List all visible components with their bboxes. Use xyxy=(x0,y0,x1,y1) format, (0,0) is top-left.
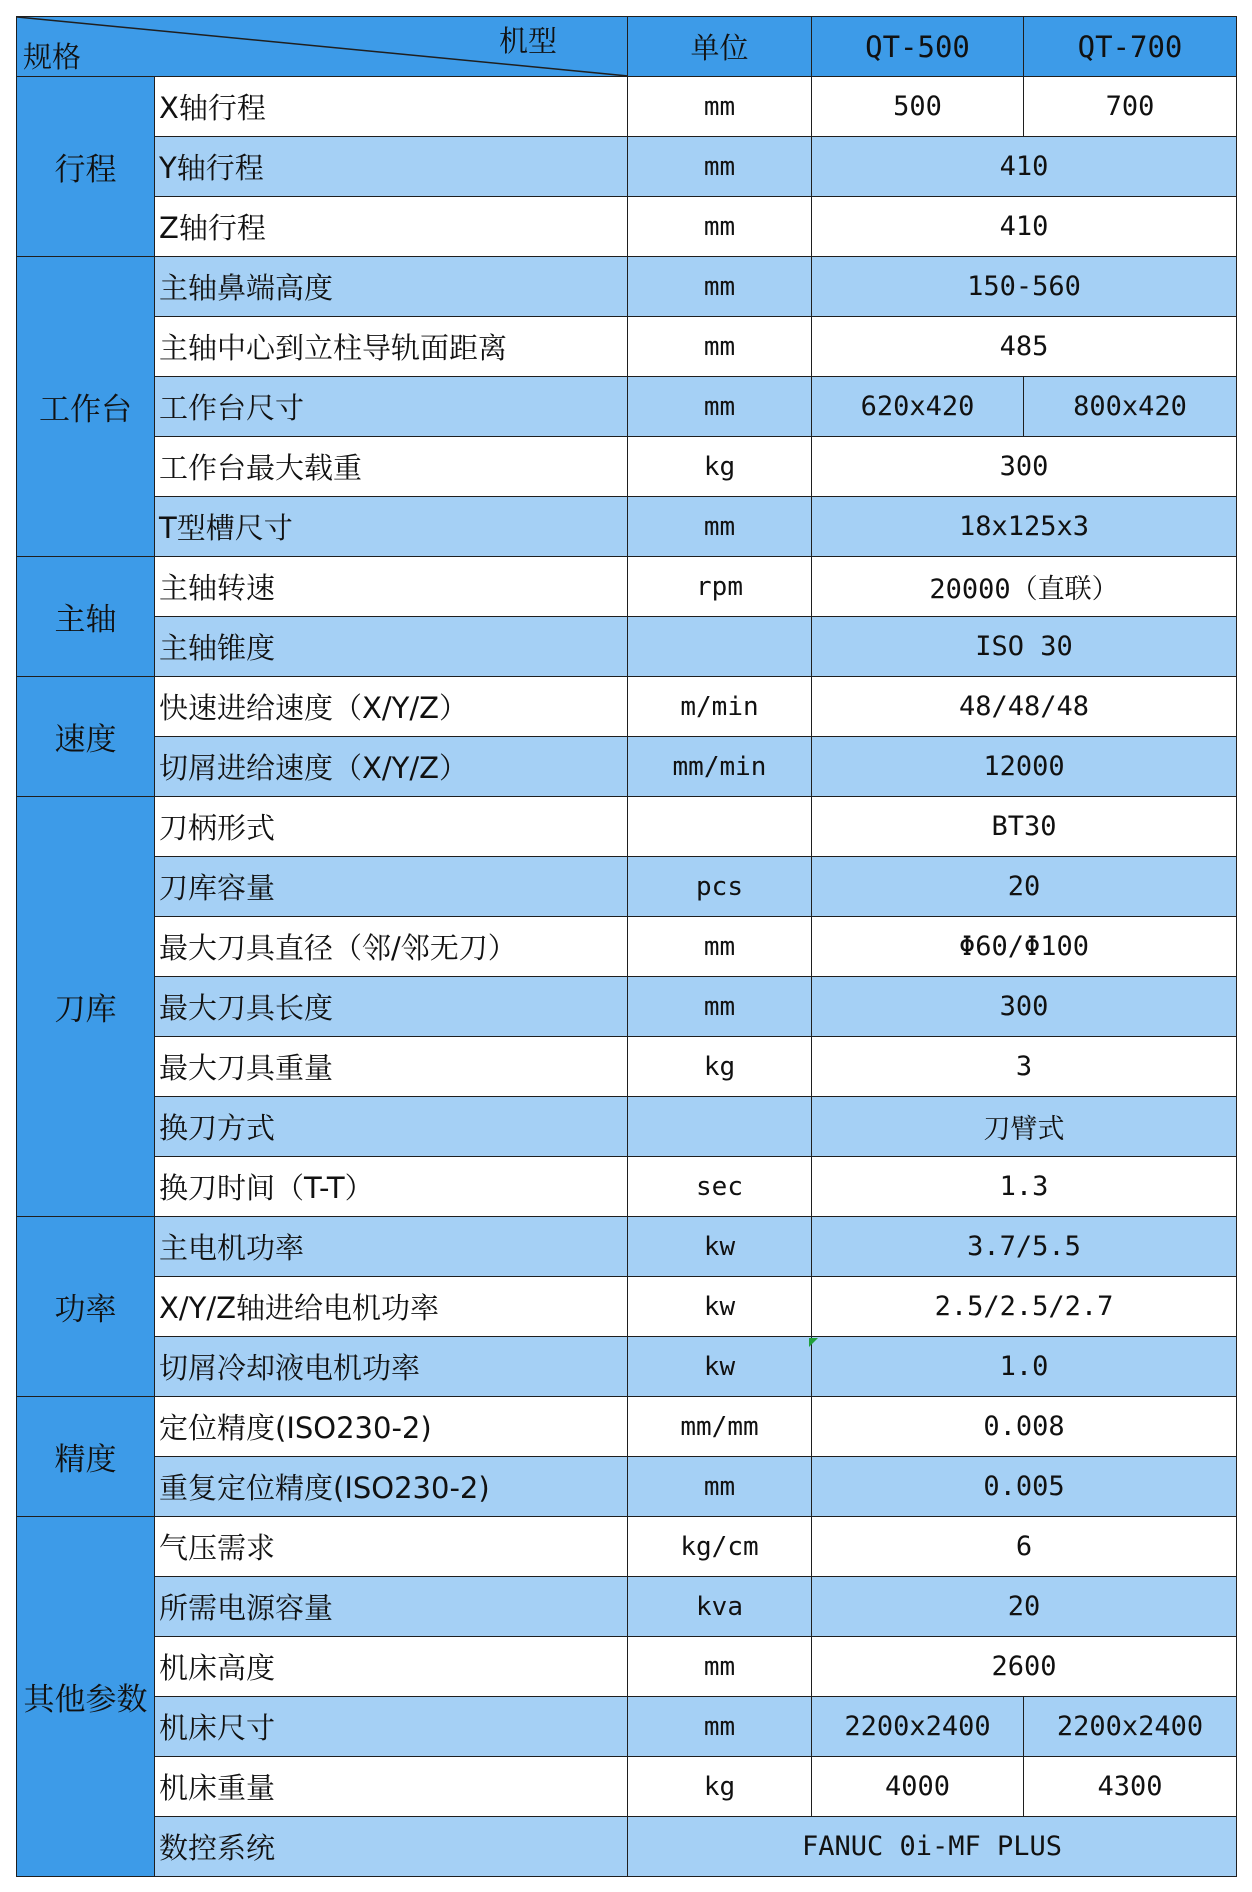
row-label: 重复定位精度(ISO230-2) xyxy=(155,1457,628,1517)
row-unit: mm xyxy=(628,977,812,1037)
row-unit: kg xyxy=(628,1037,812,1097)
row-value: 485 xyxy=(812,317,1237,377)
row-label: Y轴行程 xyxy=(155,137,628,197)
row-label: 切屑进给速度（X/Y/Z） xyxy=(155,737,628,797)
table-row xyxy=(17,1457,1237,1517)
row-value: 6 xyxy=(812,1517,1237,1577)
table-row xyxy=(17,1157,1237,1217)
table-row xyxy=(17,1517,1237,1577)
table-row xyxy=(17,1637,1237,1697)
value-model-a: 620x420 xyxy=(812,377,1024,437)
category-table: 工作台 xyxy=(17,257,155,557)
model-a-header: QT-500 xyxy=(812,17,1024,77)
row-label: 机床尺寸 xyxy=(155,1697,628,1757)
row-label: 切屑冷却液电机功率 xyxy=(155,1337,628,1397)
row-label: 工作台最大载重 xyxy=(155,437,628,497)
spec-table xyxy=(16,16,1237,1877)
category-accuracy: 精度 xyxy=(17,1397,155,1517)
row-label: 刀库容量 xyxy=(155,857,628,917)
table-row xyxy=(17,437,1237,497)
row-value: 410 xyxy=(812,197,1237,257)
row-unit: mm xyxy=(628,1637,812,1697)
row-unit: kg/cm xyxy=(628,1517,812,1577)
table-row xyxy=(17,677,1237,737)
table-row xyxy=(17,797,1237,857)
row-unit: kg xyxy=(628,1757,812,1817)
value-model-a: 4000 xyxy=(812,1757,1024,1817)
category-travel: 行程 xyxy=(17,77,155,257)
row-label: Z轴行程 xyxy=(155,197,628,257)
category-magazine: 刀库 xyxy=(17,797,155,1217)
header-row xyxy=(17,17,1237,77)
row-label: 刀柄形式 xyxy=(155,797,628,857)
row-unit: mm xyxy=(628,317,812,377)
table-row xyxy=(17,1337,1237,1397)
row-value: 48/48/48 xyxy=(812,677,1237,737)
unit-header: 单位 xyxy=(628,17,812,77)
comment-marker xyxy=(809,1338,818,1347)
table-row xyxy=(17,1757,1237,1817)
row-label: 主轴鼻端高度 xyxy=(155,257,628,317)
row-unit: kw xyxy=(628,1277,812,1337)
row-label: 机床重量 xyxy=(155,1757,628,1817)
row-value: 2.5/2.5/2.7 xyxy=(812,1277,1237,1337)
row-label: X轴行程 xyxy=(155,77,628,137)
row-value: 1.0 xyxy=(812,1337,1237,1397)
value-model-a: 2200x2400 xyxy=(812,1697,1024,1757)
model-b-header: QT-700 xyxy=(1024,17,1237,77)
row-unit: mm xyxy=(628,257,812,317)
row-label: 定位精度(ISO230-2) xyxy=(155,1397,628,1457)
row-unit: mm xyxy=(628,77,812,137)
row-label: 所需电源容量 xyxy=(155,1577,628,1637)
row-label: 最大刀具直径（邻/邻无刀） xyxy=(155,917,628,977)
table-row xyxy=(17,977,1237,1037)
row-label: 最大刀具重量 xyxy=(155,1037,628,1097)
spec-label: 规格 xyxy=(23,40,82,74)
row-label: 快速进给速度（X/Y/Z） xyxy=(155,677,628,737)
model-label: 机型 xyxy=(498,24,557,58)
row-value: 1.3 xyxy=(812,1157,1237,1217)
row-unit: kw xyxy=(628,1217,812,1277)
table-row xyxy=(17,497,1237,557)
table-row xyxy=(17,77,1237,137)
row-value: 300 xyxy=(812,977,1237,1037)
row-value: 3.7/5.5 xyxy=(812,1217,1237,1277)
row-value: 2600 xyxy=(812,1637,1237,1697)
row-unit: mm xyxy=(628,137,812,197)
row-value: 0.005 xyxy=(812,1457,1237,1517)
row-unit: mm/mm xyxy=(628,1397,812,1457)
value-model-b: 700 xyxy=(1024,77,1237,137)
value-model-b: 2200x2400 xyxy=(1024,1697,1237,1757)
table-row xyxy=(17,1277,1237,1337)
category-power: 功率 xyxy=(17,1217,155,1397)
row-unit: kva xyxy=(628,1577,812,1637)
row-unit: kw xyxy=(628,1337,812,1397)
table-row xyxy=(17,1097,1237,1157)
category-other: 其他参数 xyxy=(17,1517,155,1877)
row-unit: mm xyxy=(628,377,812,437)
row-unit: rpm xyxy=(628,557,812,617)
category-speed: 速度 xyxy=(17,677,155,797)
row-value: 20 xyxy=(812,857,1237,917)
row-unit: mm xyxy=(628,917,812,977)
table-row xyxy=(17,1817,1237,1877)
row-value: 150-560 xyxy=(812,257,1237,317)
table-row xyxy=(17,857,1237,917)
row-value: 刀臂式 xyxy=(812,1097,1237,1157)
table-row xyxy=(17,317,1237,377)
row-unit: m/min xyxy=(628,677,812,737)
row-value: BT30 xyxy=(812,797,1237,857)
row-unit xyxy=(628,1097,812,1157)
row-value: 20 xyxy=(812,1577,1237,1637)
category-spindle: 主轴 xyxy=(17,557,155,677)
row-unit: mm xyxy=(628,1697,812,1757)
row-label: 主轴转速 xyxy=(155,557,628,617)
row-value: 300 xyxy=(812,437,1237,497)
row-label: 机床高度 xyxy=(155,1637,628,1697)
row-value: 18x125x3 xyxy=(812,497,1237,557)
row-label: 工作台尺寸 xyxy=(155,377,628,437)
row-label: X/Y/Z轴进给电机功率 xyxy=(155,1277,628,1337)
row-label: 换刀方式 xyxy=(155,1097,628,1157)
table-row xyxy=(17,257,1237,317)
row-value: 0.008 xyxy=(812,1397,1237,1457)
value-model-b: 4300 xyxy=(1024,1757,1237,1817)
row-label: 换刀时间（T-T） xyxy=(155,1157,628,1217)
table-row xyxy=(17,557,1237,617)
row-label: 主轴锥度 xyxy=(155,617,628,677)
row-label: 最大刀具长度 xyxy=(155,977,628,1037)
value-model-b: 800x420 xyxy=(1024,377,1237,437)
table-row xyxy=(17,197,1237,257)
table-row xyxy=(17,377,1237,437)
row-unit: mm xyxy=(628,197,812,257)
table-row xyxy=(17,1037,1237,1097)
table-row xyxy=(17,917,1237,977)
row-label: 主电机功率 xyxy=(155,1217,628,1277)
row-unit xyxy=(628,617,812,677)
row-unit: mm xyxy=(628,497,812,557)
row-value: 410 xyxy=(812,137,1237,197)
value-model-a: 500 xyxy=(812,77,1024,137)
table-row xyxy=(17,1217,1237,1277)
row-unit xyxy=(628,797,812,857)
row-label: 气压需求 xyxy=(155,1517,628,1577)
row-label: T型槽尺寸 xyxy=(155,497,628,557)
table-row xyxy=(17,137,1237,197)
row-label: 数控系统 xyxy=(155,1817,628,1877)
corner-header xyxy=(17,17,628,77)
row-label: 主轴中心到立柱导轨面距离 xyxy=(155,317,628,377)
row-unit: kg xyxy=(628,437,812,497)
row-unit: pcs xyxy=(628,857,812,917)
row-value: 12000 xyxy=(812,737,1237,797)
table-row xyxy=(17,1397,1237,1457)
table-row xyxy=(17,1697,1237,1757)
row-unit: sec xyxy=(628,1157,812,1217)
table-row xyxy=(17,617,1237,677)
row-unit: mm/min xyxy=(628,737,812,797)
row-value: 3 xyxy=(812,1037,1237,1097)
row-value: ISO 30 xyxy=(812,617,1237,677)
row-value: FANUC 0i-MF PLUS xyxy=(628,1817,1237,1877)
table-row xyxy=(17,1577,1237,1637)
row-value: 20000（直联） xyxy=(812,557,1237,617)
row-value: Φ60/Φ100 xyxy=(812,917,1237,977)
table-row xyxy=(17,737,1237,797)
row-unit: mm xyxy=(628,1457,812,1517)
